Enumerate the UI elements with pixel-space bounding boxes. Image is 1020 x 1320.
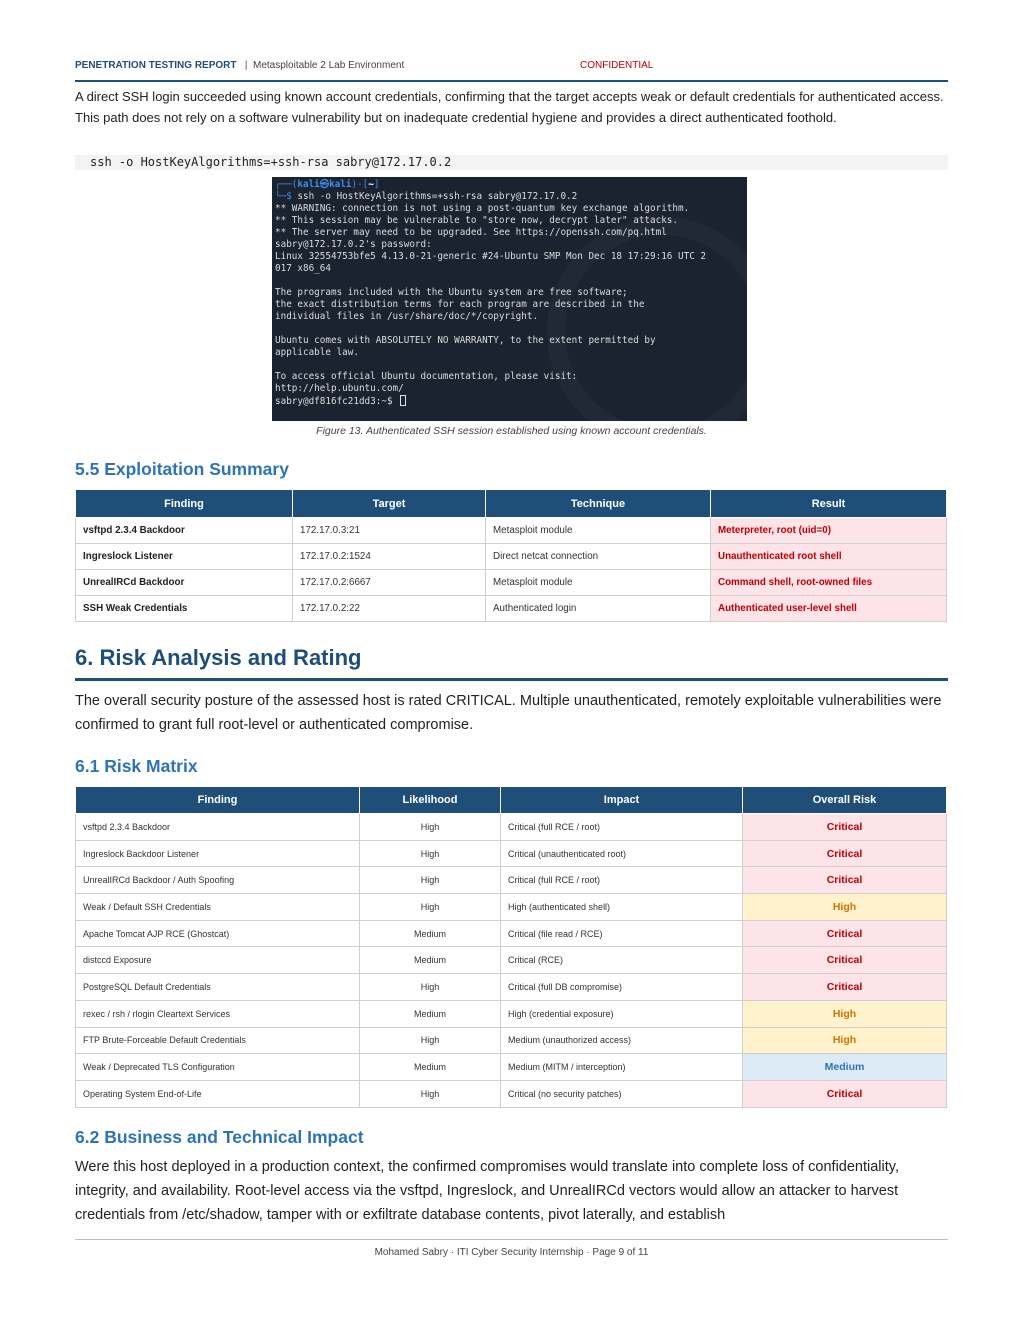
prompt-at-symbol: ㉿: [319, 179, 330, 190]
column-header: Target: [293, 490, 486, 518]
table-row: [76, 947, 947, 974]
target-cell: 172.17.0.2:1524: [293, 544, 486, 570]
prompt-host: kali: [329, 179, 352, 190]
impact-cell: Medium (unauthorized access): [501, 1027, 743, 1054]
terminal-output-line: The programs included with the Ubuntu system are free software;: [275, 287, 628, 298]
table-row: [76, 814, 947, 841]
finding-cell: Ingreslock Backdoor Listener: [76, 840, 360, 867]
likelihood-cell: High: [360, 840, 501, 867]
impact-cell: Critical (file read / RCE): [501, 920, 743, 947]
impact-cell: Critical (full DB compromise): [501, 974, 743, 1001]
finding-cell: distccd Exposure: [76, 947, 360, 974]
terminal-output-line: ** The server may need to be upgraded. See https://openssh.com/pq.html: [275, 227, 667, 238]
section-6-divider: [75, 678, 948, 681]
finding-cell: Apache Tomcat AJP RCE (Ghostcat): [76, 920, 360, 947]
section-6-title: 6. Risk Analysis and Rating: [75, 645, 362, 670]
finding-cell: Ingreslock Listener: [76, 544, 293, 570]
likelihood-cell: High: [360, 867, 501, 894]
section-6-1-title: 6.1 Risk Matrix: [75, 756, 198, 776]
table-row: [76, 518, 947, 544]
finding-cell: UnrealIRCd Backdoor / Auth Spoofing: [76, 867, 360, 894]
impact-cell: Critical (full RCE / root): [501, 867, 743, 894]
column-header: Technique: [486, 490, 711, 518]
terminal-output-line: Linux 32554753bfe5 4.13.0-21-generic #24-Ubuntu SMP Mon Dec 18 17:29:16 UTC 2: [275, 251, 706, 262]
likelihood-cell: High: [360, 814, 501, 841]
terminal-command: ssh -o HostKeyAlgorithms=+ssh-rsa sabry@172.17.0.2: [297, 191, 578, 202]
classification-label: CONFIDENTIAL: [580, 60, 654, 71]
impact-cell: Critical (full RCE / root): [501, 814, 743, 841]
table-row: [76, 840, 947, 867]
terminal-output-line: Ubuntu comes with ABSOLUTELY NO WARRANTY, to the extent permitted by: [275, 335, 656, 346]
column-header: Overall Risk: [743, 787, 947, 814]
overall-risk-cell: Critical: [743, 974, 947, 1001]
technique-cell: Metasploit module: [486, 518, 711, 544]
table-row: [76, 894, 947, 921]
finding-cell: vsftpd 2.3.4 Backdoor: [76, 518, 293, 544]
terminal-output-line: ** WARNING: connection is not using a post-quantum key exchange algorithm.: [275, 203, 690, 214]
table-row: [76, 1027, 947, 1054]
header-separator: |: [244, 60, 248, 71]
header-divider: [75, 80, 948, 82]
result-cell: Meterpreter, root (uid=0): [711, 518, 947, 544]
ssh-command-code: ssh -o HostKeyAlgorithms=+ssh-rsa sabry@172.17.0.2: [75, 155, 948, 170]
overall-risk-cell: Medium: [743, 1054, 947, 1081]
page-footer: Mohamed Sabry · ITI Cyber Security Internship · Page 9 of 11: [374, 1247, 649, 1258]
finding-cell: rexec / rsh / rlogin Cleartext Services: [76, 1000, 360, 1027]
target-cell: 172.17.0.2:6667: [293, 570, 486, 596]
finding-cell: FTP Brute-Forceable Default Credentials: [76, 1027, 360, 1054]
report-brand: PENETRATION TESTING REPORT | Metasploitable 2 Lab Environment: [75, 60, 405, 71]
terminal-output-line: http://help.ubuntu.com/: [275, 383, 404, 394]
terminal-output-line: 017 x86_64: [275, 263, 331, 274]
section-6-paragraph: The overall security posture of the assessed host is rated CRITICAL. Multiple unauthenticated, remotely exploitable vulnerabilities were confirmed to grant full root-level or authenticated compromise.: [75, 693, 942, 733]
finding-cell: vsftpd 2.3.4 Backdoor: [76, 814, 360, 841]
likelihood-cell: High: [360, 1080, 501, 1107]
target-cell: 172.17.0.2:22: [293, 596, 486, 622]
risk-matrix-table: [75, 786, 947, 1108]
footer-divider: [75, 1239, 948, 1240]
table-header-row: [76, 490, 947, 518]
likelihood-cell: High: [360, 894, 501, 921]
overall-risk-cell: Critical: [743, 840, 947, 867]
terminal-output-line: sabry@172.17.0.2's password:: [275, 239, 432, 250]
finding-cell: UnrealIRCd Backdoor: [76, 570, 293, 596]
table-header-row: [76, 787, 947, 814]
figure-caption: Figure 13. Authenticated SSH session established using known account credentials.: [316, 425, 707, 437]
finding-cell: PostgreSQL Default Credentials: [76, 974, 360, 1001]
finding-cell: SSH Weak Credentials: [76, 596, 293, 622]
table-row: [76, 544, 947, 570]
terminal-output-line: To access official Ubuntu documentation, please visit:: [275, 371, 578, 382]
result-cell: Command shell, root-owned files: [711, 570, 947, 596]
table-row: [76, 596, 947, 622]
prompt-user: kali: [297, 179, 320, 190]
impact-cell: High (authenticated shell): [501, 894, 743, 921]
terminal-output-line: individual files in /usr/share/doc/*/copyright.: [275, 311, 539, 322]
impact-cell: Medium (MITM / interception): [501, 1054, 743, 1081]
impact-cell: Critical (unauthenticated root): [501, 840, 743, 867]
terminal-command-line: └─$ ssh -o HostKeyAlgorithms=+ssh-rsa sabry@172.17.0.2: [275, 191, 578, 202]
finding-cell: Operating System End-of-Life: [76, 1080, 360, 1107]
result-cell: Authenticated user-level shell: [711, 596, 947, 622]
terminal-output-line: ** This session may be vulnerable to "store now, decrypt later" attacks.: [275, 215, 678, 226]
prompt-dir: ~: [368, 179, 374, 190]
table-row: [76, 920, 947, 947]
column-header: Finding: [76, 787, 360, 814]
overall-risk-cell: Critical: [743, 1080, 947, 1107]
column-header: Result: [711, 490, 947, 518]
overall-risk-cell: Critical: [743, 947, 947, 974]
terminal-screenshot: [272, 177, 747, 421]
terminal-output-line: applicable law.: [275, 347, 359, 358]
technique-cell: Direct netcat connection: [486, 544, 711, 570]
terminal-cursor: [400, 395, 406, 406]
overall-risk-cell: High: [743, 1027, 947, 1054]
impact-cell: Critical (no security patches): [501, 1080, 743, 1107]
column-header: Likelihood: [360, 787, 501, 814]
overall-risk-cell: Critical: [743, 867, 947, 894]
likelihood-cell: Medium: [360, 1000, 501, 1027]
page-header: [75, 60, 948, 82]
impact-cell: High (credential exposure): [501, 1000, 743, 1027]
terminal-final-prompt: sabry@df816fc21dd3:~$: [275, 395, 744, 407]
report-subtitle: Metasploitable 2 Lab Environment: [253, 60, 405, 71]
section-5-5-title: 5.5 Exploitation Summary: [75, 459, 289, 479]
intro-paragraph: A direct SSH login succeeded using known account credentials, confirming that the target accepts weak or default credentials for authenticated access. This path does not rely on a software vulnerability but on inadequate credential hygiene and provides a direct authenticated foothold.: [75, 89, 944, 125]
section-6-2-title: 6.2 Business and Technical Impact: [75, 1127, 364, 1147]
technique-cell: Authenticated login: [486, 596, 711, 622]
likelihood-cell: High: [360, 1027, 501, 1054]
likelihood-cell: Medium: [360, 920, 501, 947]
column-header: Impact: [501, 787, 743, 814]
exploitation-summary-table: [75, 489, 947, 622]
terminal-output-line: the exact distribution terms for each program are described in the: [275, 299, 645, 310]
table-row: [76, 1054, 947, 1081]
table-row: [76, 1000, 947, 1027]
terminal-prompt-line: ┌──(kali㉿kali)-[~]: [275, 179, 380, 190]
impact-cell: Critical (RCE): [501, 947, 743, 974]
overall-risk-cell: Critical: [743, 814, 947, 841]
overall-risk-cell: High: [743, 1000, 947, 1027]
technique-cell: Metasploit module: [486, 570, 711, 596]
likelihood-cell: High: [360, 974, 501, 1001]
table-row: [76, 867, 947, 894]
column-header: Finding: [76, 490, 293, 518]
target-cell: 172.17.0.3:21: [293, 518, 486, 544]
overall-risk-cell: Critical: [743, 920, 947, 947]
table-row: [76, 570, 947, 596]
result-cell: Unauthenticated root shell: [711, 544, 947, 570]
table-row: [76, 974, 947, 1001]
likelihood-cell: Medium: [360, 947, 501, 974]
finding-cell: Weak / Default SSH Credentials: [76, 894, 360, 921]
section-6-2-paragraph: Were this host deployed in a production context, the confirmed compromises would translate into complete loss of confidentiality, integrity, and availability. Root-level access via the vsftpd, Ingreslock, and UnrealIRCd vectors would allow an attacker to harvest credentials from /etc/shadow, tamper with or exfiltrate database contents, pivot laterally, and establish: [75, 1159, 899, 1223]
table-row: [76, 1080, 947, 1107]
finding-cell: Weak / Deprecated TLS Configuration: [76, 1054, 360, 1081]
likelihood-cell: Medium: [360, 1054, 501, 1081]
overall-risk-cell: High: [743, 894, 947, 921]
